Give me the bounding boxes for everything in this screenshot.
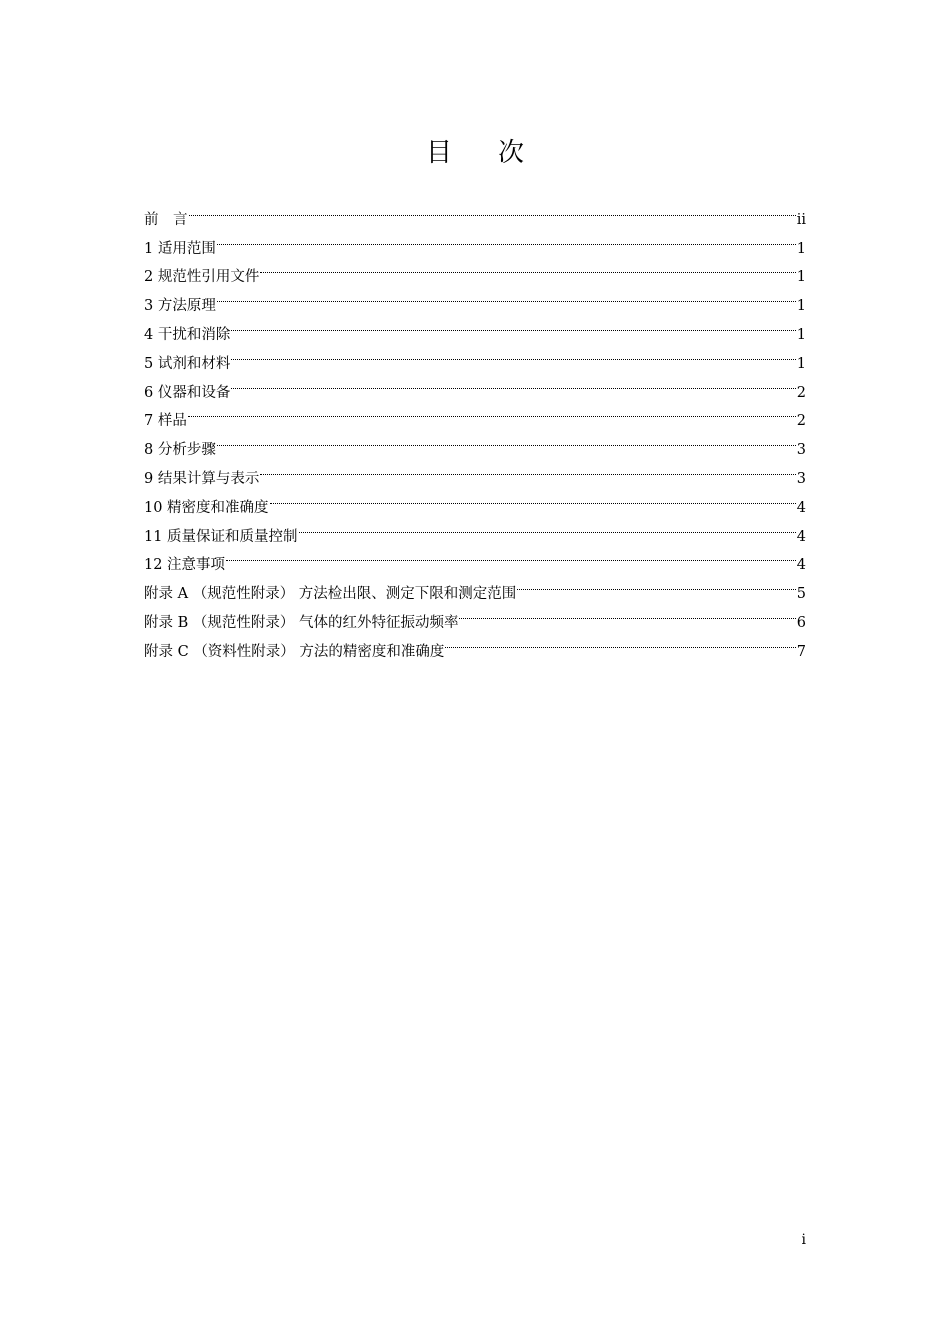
page-number: i (801, 1232, 806, 1248)
toc-entry-label: 2 规范性引用文件 (144, 269, 260, 286)
toc-leader-dots (445, 627, 795, 656)
toc-entry-7[interactable] (144, 397, 806, 430)
toc-entry-label: 11 质量保证和质量控制 (144, 528, 298, 545)
toc-entry-page: 1 (796, 298, 806, 315)
toc-leader-dots (217, 224, 796, 253)
toc-entry-label: 附录 C （资料性附录） 方法的精密度和准确度 (144, 643, 445, 660)
toc-entry-page: 1 (796, 240, 806, 257)
toc-entry-label: 8 分析步骤 (144, 442, 216, 459)
toc-entry-12[interactable] (144, 541, 806, 574)
toc-entry-page: 3 (796, 470, 806, 487)
toc-entry-label: 5 试剂和材料 (144, 355, 231, 372)
toc-entry-label: 4 干扰和消除 (144, 326, 231, 343)
toc-leader-dots (189, 195, 796, 224)
toc-entry-page: 2 (796, 413, 806, 430)
toc-entry-label: 附录 A （规范性附录） 方法检出限、测定下限和测定范围 (144, 586, 517, 603)
toc-leader-dots (226, 541, 796, 570)
toc-leader-dots (188, 397, 796, 426)
toc-entry-label: 7 样品 (144, 413, 187, 430)
toc-leader-dots (260, 253, 795, 282)
toc-leader-dots (217, 281, 796, 310)
toc-entry-8[interactable] (144, 425, 806, 459)
toc-entry-page: 7 (796, 643, 806, 660)
toc-entry-label: 9 结果计算与表示 (144, 470, 260, 487)
toc-entry-page: 1 (796, 355, 806, 372)
toc-entry-page: 1 (796, 326, 806, 343)
toc-entry-label: 10 精密度和准确度 (144, 499, 269, 516)
toc-entry-label: 前 言 (144, 211, 188, 228)
toc-entry-9[interactable] (144, 454, 806, 487)
toc-leader-dots (231, 368, 795, 397)
toc-entry-page: 5 (796, 586, 806, 603)
toc-entry-6[interactable] (144, 368, 806, 401)
page-title: 目次 (425, 138, 570, 168)
toc-entry-page: 4 (796, 499, 806, 516)
toc-entry-foreword[interactable] (144, 195, 806, 228)
toc-entry-appendix-a[interactable] (144, 569, 806, 603)
toc-entry-label: 3 方法原理 (144, 298, 216, 315)
toc-entry-page: 6 (796, 614, 806, 631)
toc-entry-label: 12 注意事项 (144, 557, 226, 574)
toc-leader-dots (231, 310, 795, 339)
toc-leader-dots (270, 483, 796, 512)
toc-leader-dots (231, 339, 795, 368)
toc-leader-dots (217, 425, 796, 454)
toc-entry-page: 3 (796, 442, 806, 459)
toc-entry-label: 1 适用范围 (144, 240, 216, 257)
table-of-contents (144, 195, 806, 660)
toc-entry-label: 附录 B （规范性附录） 气体的红外特征振动频率 (144, 614, 459, 631)
toc-entry-page: 4 (796, 528, 806, 545)
toc-entry-1[interactable] (144, 224, 806, 257)
toc-entry-2[interactable] (144, 253, 806, 286)
toc-leader-dots (299, 512, 796, 541)
toc-entry-5[interactable] (144, 339, 806, 372)
toc-leader-dots (517, 569, 795, 598)
toc-entry-3[interactable] (144, 281, 806, 315)
toc-leader-dots (260, 454, 795, 483)
toc-entry-4[interactable] (144, 310, 806, 343)
toc-entry-label: 6 仪器和设备 (144, 384, 231, 401)
toc-entry-page: 2 (796, 384, 806, 401)
toc-entry-page: ii (796, 211, 806, 228)
toc-entry-page: 1 (796, 269, 806, 286)
toc-leader-dots (459, 598, 795, 627)
toc-entry-page: 4 (796, 557, 806, 574)
